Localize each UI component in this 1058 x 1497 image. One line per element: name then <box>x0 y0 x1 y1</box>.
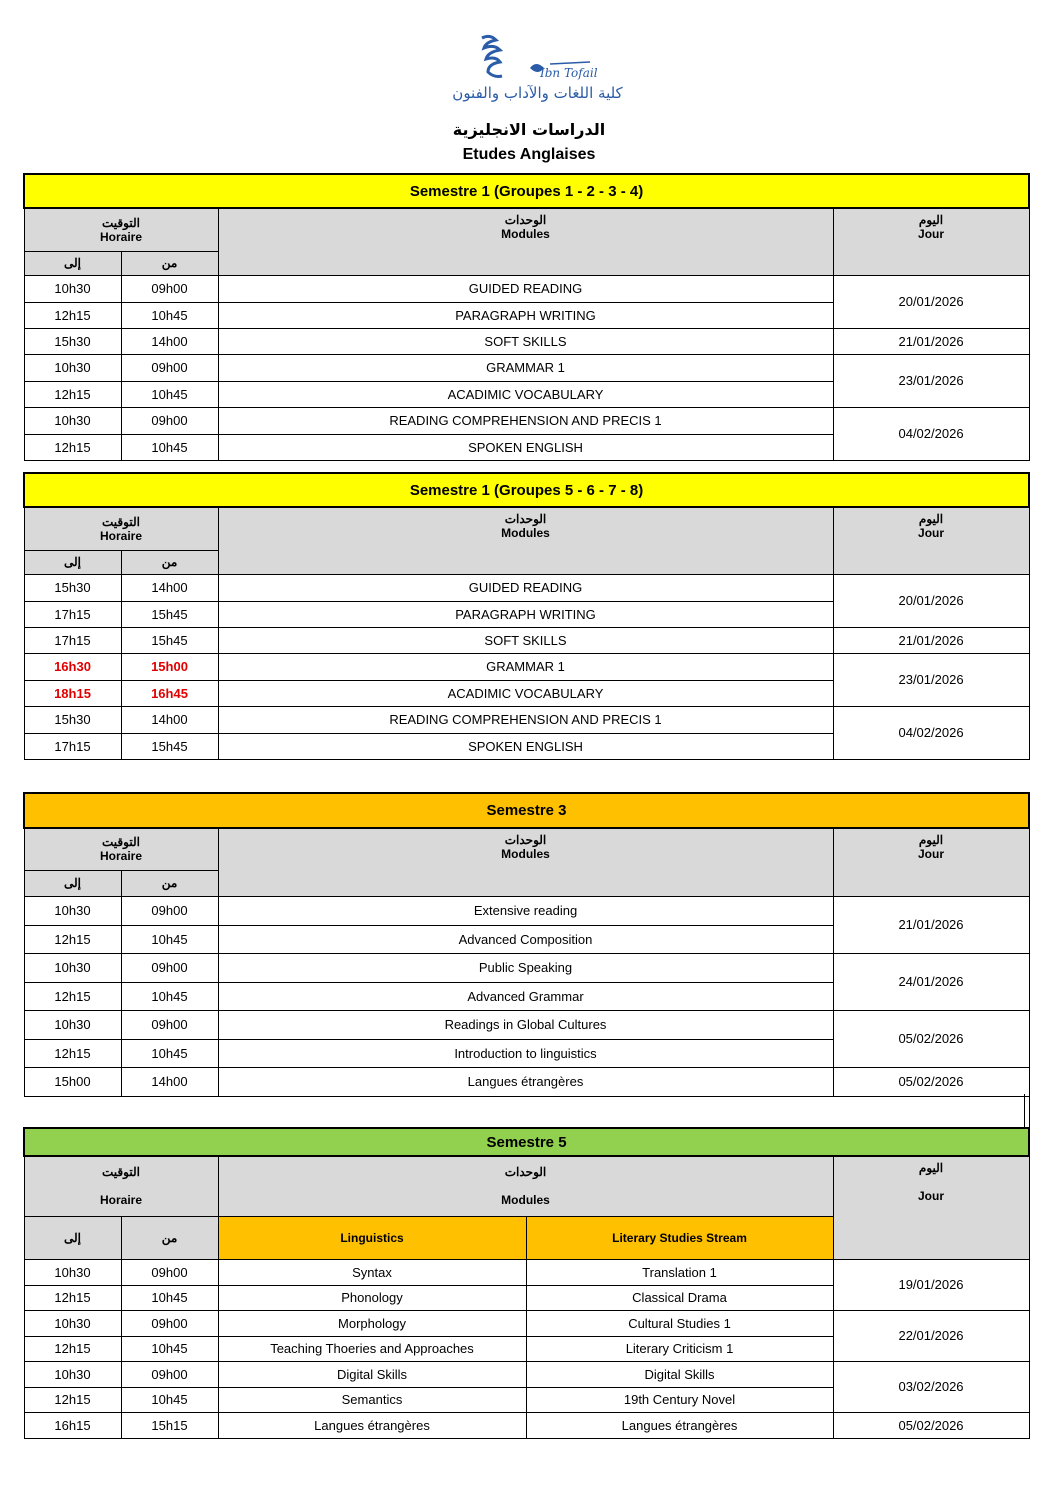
end-time: 15h30 <box>24 328 121 354</box>
exam-date: 04/02/2026 <box>833 407 1029 460</box>
start-time: 09h00 <box>121 1361 218 1387</box>
literary-module: Literary Criticism 1 <box>526 1336 833 1361</box>
module-name: READING COMPREHENSION AND PRECIS 1 <box>218 706 833 733</box>
end-time: 10h30 <box>24 1259 121 1285</box>
start-time: 15h45 <box>121 627 218 653</box>
from-header: من <box>121 870 218 896</box>
module-name: SPOKEN ENGLISH <box>218 434 833 460</box>
page-title: Etudes Anglaises <box>462 146 596 163</box>
exam-date: 23/01/2026 <box>833 354 1029 407</box>
start-time: 09h00 <box>121 354 218 381</box>
end-time: 10h30 <box>24 1361 121 1387</box>
modules-header: الوحدات Modules <box>218 208 833 275</box>
start-time: 10h45 <box>121 434 218 460</box>
time-header: التوقيت Horaire <box>24 507 218 550</box>
literary-module: Cultural Studies 1 <box>526 1310 833 1336</box>
module-name: Introduction to linguistics <box>218 1039 833 1067</box>
linguistics-module: Semantics <box>218 1387 526 1412</box>
module-name: READING COMPREHENSION AND PRECIS 1 <box>218 407 833 434</box>
exam-date: 21/01/2026 <box>833 627 1029 653</box>
module-name: GRAMMAR 1 <box>218 354 833 381</box>
literary-module: Langues étrangères <box>526 1412 833 1438</box>
literary-module: Translation 1 <box>526 1259 833 1285</box>
module-name: Extensive reading <box>218 896 833 925</box>
modules-header: الوحدات Modules <box>218 828 833 896</box>
start-time: 09h00 <box>121 953 218 982</box>
start-time: 10h45 <box>121 381 218 407</box>
exam-date: 23/01/2026 <box>833 653 1029 706</box>
end-time: 17h15 <box>24 601 121 627</box>
start-time: 09h00 <box>121 275 218 302</box>
module-name: GUIDED READING <box>218 574 833 601</box>
end-time: 12h15 <box>24 925 121 953</box>
start-time: 14h00 <box>121 574 218 601</box>
end-time: 12h15 <box>24 982 121 1010</box>
table-edge-divider <box>1024 1094 1030 1128</box>
to-header: إلى <box>24 870 121 896</box>
start-time: 14h00 <box>121 706 218 733</box>
start-time: 14h00 <box>121 328 218 354</box>
start-time: 10h45 <box>121 1336 218 1361</box>
exam-date: 24/01/2026 <box>833 953 1029 1010</box>
module-name: Public Speaking <box>218 953 833 982</box>
start-time: 10h45 <box>121 302 218 328</box>
module-name: Langues étrangères <box>218 1067 833 1096</box>
start-time: 10h45 <box>121 1039 218 1067</box>
semester1-groups1-4-table <box>23 173 1028 461</box>
start-time: 10h45 <box>121 982 218 1010</box>
day-header: اليوم Jour <box>833 828 1029 896</box>
end-time: 12h15 <box>24 1336 121 1361</box>
end-time: 10h30 <box>24 407 121 434</box>
linguistics-module: Syntax <box>218 1259 526 1285</box>
module-name: Advanced Composition <box>218 925 833 953</box>
to-header: إلى <box>24 251 121 275</box>
linguistics-module: Teaching Thoeries and Approaches <box>218 1336 526 1361</box>
exam-date: 04/02/2026 <box>833 706 1029 759</box>
end-time: 10h30 <box>24 275 121 302</box>
logo-latin-text: Ibn Tofail <box>540 66 598 80</box>
start-time: 15h15 <box>121 1412 218 1438</box>
exam-date: 22/01/2026 <box>833 1310 1029 1361</box>
start-time: 09h00 <box>121 1310 218 1336</box>
end-time: 10h30 <box>24 953 121 982</box>
start-time-changed: 15h00 <box>121 653 218 680</box>
start-time-changed: 16h45 <box>121 680 218 706</box>
exam-date: 19/01/2026 <box>833 1259 1029 1310</box>
semester-title: Semestre 1 (Groupes 1 - 2 - 3 - 4) <box>24 174 1029 208</box>
linguistics-module: Morphology <box>218 1310 526 1336</box>
literary-module: Classical Drama <box>526 1285 833 1310</box>
time-header: التوقيت Horaire <box>24 1156 218 1216</box>
start-time: 10h45 <box>121 1285 218 1310</box>
end-time: 12h15 <box>24 1039 121 1067</box>
linguistics-module: Digital Skills <box>218 1361 526 1387</box>
page-title-arabic: الدراسات الانجليزية <box>452 120 606 139</box>
module-name: GRAMMAR 1 <box>218 653 833 680</box>
to-header: إلى <box>24 1216 121 1259</box>
module-name: ACADIMIC VOCABULARY <box>218 381 833 407</box>
module-name: Advanced Grammar <box>218 982 833 1010</box>
module-name: GUIDED READING <box>218 275 833 302</box>
end-time: 12h15 <box>24 1285 121 1310</box>
literary-module: 19th Century Novel <box>526 1387 833 1412</box>
end-time: 10h30 <box>24 1310 121 1336</box>
module-name: Readings in Global Cultures <box>218 1010 833 1039</box>
end-time: 12h15 <box>24 434 121 460</box>
exam-date: 20/01/2026 <box>833 574 1029 627</box>
start-time: 09h00 <box>121 407 218 434</box>
semester-title: Semestre 3 <box>24 793 1029 828</box>
time-header: التوقيت Horaire <box>24 208 218 251</box>
exam-date: 05/02/2026 <box>833 1067 1029 1096</box>
start-time: 15h45 <box>121 601 218 627</box>
module-name: PARAGRAPH WRITING <box>218 601 833 627</box>
module-name: ACADIMIC VOCABULARY <box>218 680 833 706</box>
exam-date: 05/02/2026 <box>833 1010 1029 1067</box>
start-time: 14h00 <box>121 1067 218 1096</box>
end-time-changed: 18h15 <box>24 680 121 706</box>
module-name: SPOKEN ENGLISH <box>218 733 833 759</box>
semester-title: Semestre 5 <box>24 1128 1029 1156</box>
start-time: 15h45 <box>121 733 218 759</box>
semester3-table <box>23 792 1028 1097</box>
modules-header: الوحدات Modules <box>218 507 833 574</box>
end-time: 17h15 <box>24 627 121 653</box>
end-time: 15h00 <box>24 1067 121 1096</box>
start-time: 09h00 <box>121 1259 218 1285</box>
day-header: اليوم Jour <box>833 1156 1029 1259</box>
end-time: 10h30 <box>24 896 121 925</box>
linguistics-module: Phonology <box>218 1285 526 1310</box>
literary-stream-header: Literary Studies Stream <box>526 1216 833 1259</box>
time-header: التوقيت Horaire <box>24 828 218 870</box>
semester-title: Semestre 1 (Groupes 5 - 6 - 7 - 8) <box>24 473 1029 507</box>
from-header: من <box>121 1216 218 1259</box>
exam-date: 20/01/2026 <box>833 275 1029 328</box>
semester1-groups5-8-table <box>23 472 1028 760</box>
logo-arabic-text: كلية اللغات والآداب والفنون <box>452 84 623 102</box>
from-header: من <box>121 251 218 275</box>
end-time: 12h15 <box>24 302 121 328</box>
end-time: 12h15 <box>24 381 121 407</box>
start-time: 09h00 <box>121 1010 218 1039</box>
end-time: 12h15 <box>24 1387 121 1412</box>
end-time: 17h15 <box>24 733 121 759</box>
exam-date: 03/02/2026 <box>833 1361 1029 1412</box>
literary-module: Digital Skills <box>526 1361 833 1387</box>
module-name: PARAGRAPH WRITING <box>218 302 833 328</box>
linguistics-module: Langues étrangères <box>218 1412 526 1438</box>
end-time: 15h30 <box>24 706 121 733</box>
end-time-changed: 16h30 <box>24 653 121 680</box>
day-header: اليوم Jour <box>833 208 1029 275</box>
semester5-table <box>23 1127 1028 1439</box>
end-time: 10h30 <box>24 354 121 381</box>
start-time: 10h45 <box>121 925 218 953</box>
start-time: 10h45 <box>121 1387 218 1412</box>
exam-date: 21/01/2026 <box>833 328 1029 354</box>
end-time: 15h30 <box>24 574 121 601</box>
day-header: اليوم Jour <box>833 507 1029 574</box>
end-time: 16h15 <box>24 1412 121 1438</box>
linguistics-stream-header: Linguistics <box>218 1216 526 1259</box>
exam-date: 05/02/2026 <box>833 1412 1029 1438</box>
start-time: 09h00 <box>121 896 218 925</box>
to-header: إلى <box>24 550 121 574</box>
module-name: SOFT SKILLS <box>218 328 833 354</box>
end-time: 10h30 <box>24 1010 121 1039</box>
exam-date: 21/01/2026 <box>833 896 1029 953</box>
modules-header: الوحدات Modules <box>218 1156 833 1216</box>
from-header: من <box>121 550 218 574</box>
module-name: SOFT SKILLS <box>218 627 833 653</box>
